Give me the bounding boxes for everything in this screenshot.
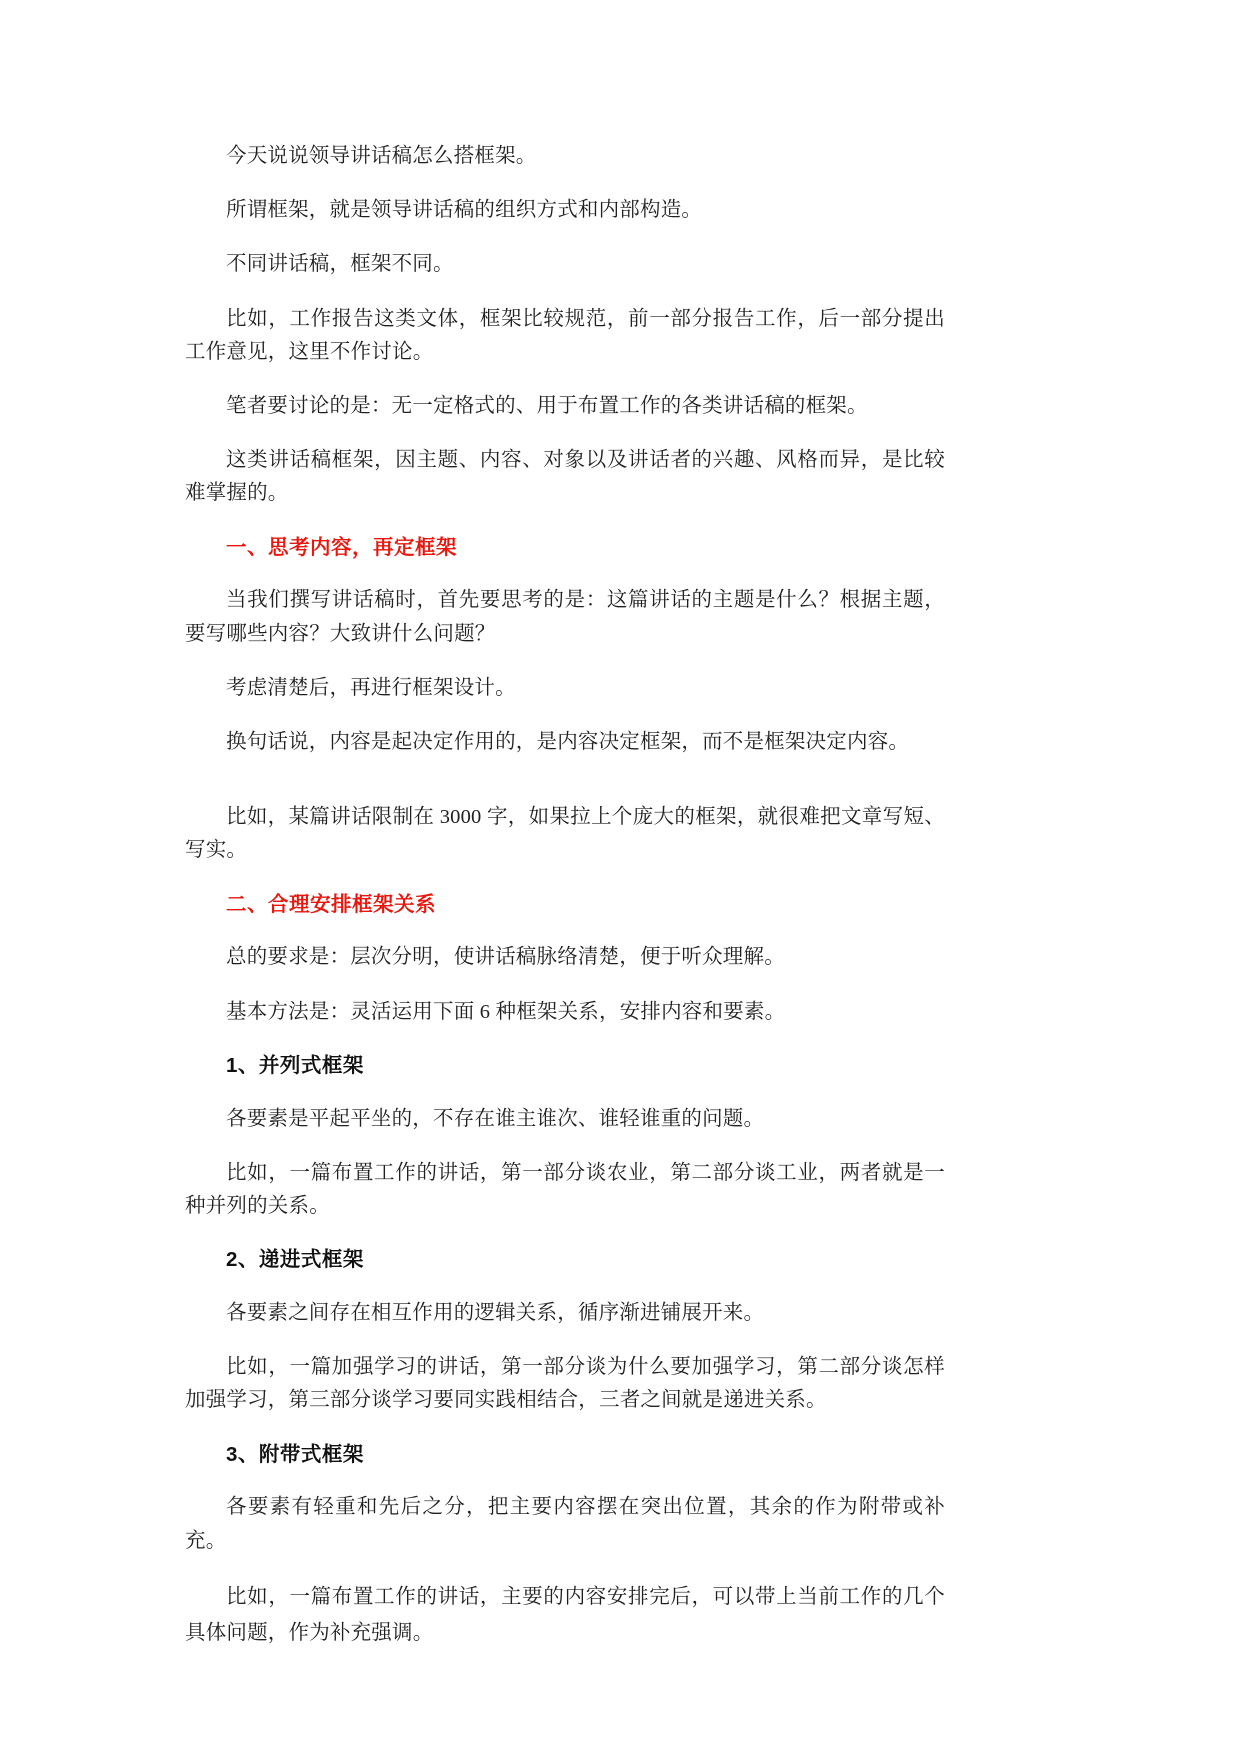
paragraph: 各要素有轻重和先后之分，把主要内容摆在突出位置，其余的作为附带或补充。 xyxy=(185,1496,945,1552)
paragraph: 考虑清楚后，再进行框架设计。 xyxy=(226,676,516,699)
document-body xyxy=(185,140,945,1652)
paragraph: 当我们撰写讲话稿时，首先要思考的是：这篇讲话的主题是什么？根据主题，要写哪些内容？大致讲什么问题？ xyxy=(185,589,945,645)
paragraph: 比如，某篇讲话限制在 3000 字，如果拉上个庞大的框架，就很难把文章写短、写实。 xyxy=(185,806,945,862)
subsection-heading-2: 2、递进式框架 xyxy=(226,1248,364,1272)
section-heading-2: 二、合理安排框架关系 xyxy=(226,892,436,916)
paragraph: 不同讲话稿，框架不同。 xyxy=(226,253,454,276)
subsection-heading-1: 1、并列式框架 xyxy=(226,1053,364,1077)
paragraph: 笔者要讨论的是：无一定格式的、用于布置工作的各类讲话稿的框架。 xyxy=(226,395,868,418)
paragraph: 这类讲话稿框架，因主题、内容、对象以及讲话者的兴趣、风格而异，是比较难掌握的。 xyxy=(185,449,945,505)
paragraph: 各要素之间存在相互作用的逻辑关系，循序渐进铺展开来。 xyxy=(226,1302,765,1325)
paragraph: 换句话说，内容是起决定作用的，是内容决定框架，而不是框架决定内容。 xyxy=(226,731,910,754)
paragraph: 总的要求是：层次分明，使讲话稿脉络清楚，便于听众理解。 xyxy=(226,946,785,969)
paragraph: 比如，工作报告这类文体，框架比较规范，前一部分报告工作，后一部分提出工作意见，这里不作讨论。 xyxy=(185,307,945,363)
paragraph: 各要素是平起平坐的，不存在谁主谁次、谁轻谁重的问题。 xyxy=(226,1107,765,1130)
subsection-heading-3: 3、附带式框架 xyxy=(226,1442,364,1466)
paragraph: 今天说说领导讲话稿怎么搭框架。 xyxy=(226,145,537,167)
paragraph: 比如，一篇布置工作的讲话，第一部分谈农业，第二部分谈工业，两者就是一种并列的关系。 xyxy=(185,1161,945,1218)
paragraph: 比如，一篇加强学习的讲话，第一部分谈为什么要加强学习，第二部分谈怎样加强学习，第三部分谈学习要同实践相结合，三者之间就是递进关系。 xyxy=(185,1356,945,1412)
paragraph: 所谓框架，就是领导讲话稿的组织方式和内部构造。 xyxy=(226,199,703,222)
section-heading-1: 一、思考内容，再定框架 xyxy=(226,535,457,559)
paragraph: 基本方法是：灵活运用下面 6 种框架关系，安排内容和要素。 xyxy=(226,1000,786,1023)
paragraph: 比如，一篇布置工作的讲话，主要的内容安排完后，可以带上当前工作的几个具体问题，作为补充强调。 xyxy=(185,1585,945,1645)
